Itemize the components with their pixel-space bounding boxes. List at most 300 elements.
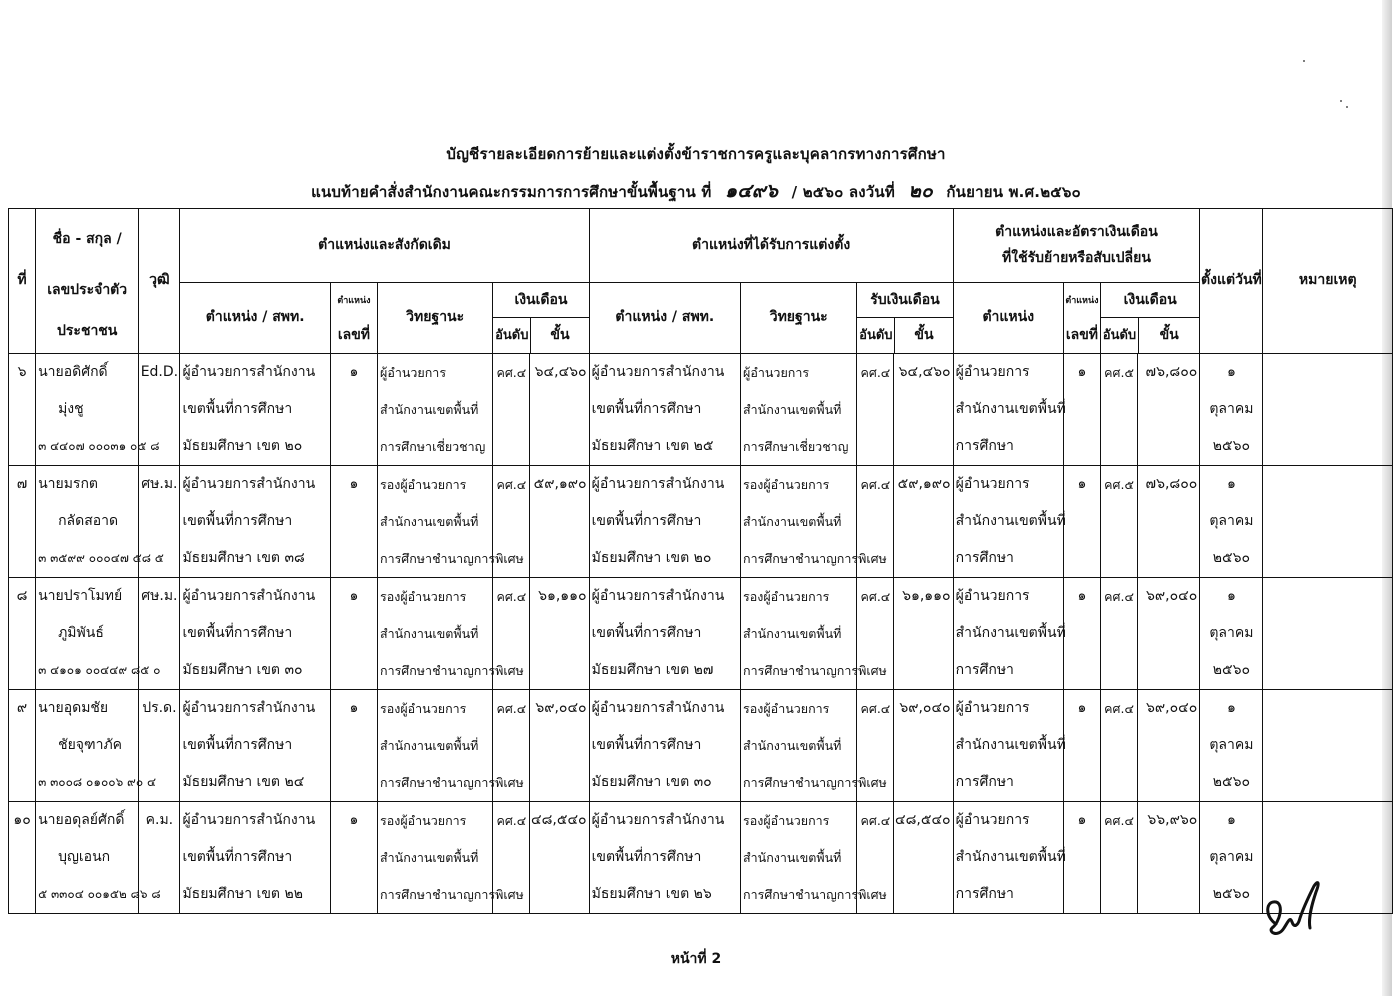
rate-rank: คศ.๕: [1104, 365, 1134, 380]
cell-no: [9, 690, 36, 802]
new-academic-line: การศึกษาเชี่ยวชาญ: [743, 439, 849, 454]
orig-salary: ๖๔,๔๖๐: [534, 364, 587, 380]
cell-new-rank-line: [857, 615, 893, 652]
person-name: นายอดิศักดิ์: [38, 364, 108, 380]
cell-rate-rank-line: [1101, 428, 1137, 465]
cell-remark-line: [1263, 690, 1392, 727]
cell-new-step: [894, 690, 953, 802]
cell-new-position: [589, 802, 740, 914]
cell-orig-step-line: [530, 652, 588, 689]
person-surname: กลัดสอาด: [58, 513, 119, 529]
rate-position-line: สำนักงานเขตพื้นที่: [955, 737, 1066, 753]
cell-new-step-line: [894, 428, 952, 465]
col-orig-academic: วิทยฐานะ: [378, 283, 493, 354]
new-position-line: เขตพื้นที่การศึกษา: [591, 737, 702, 753]
person-name: นายมรกต: [38, 476, 99, 492]
new-academic-line: สำนักงานเขตพื้นที่: [743, 626, 842, 641]
person-surname: ภูมิพันธ์: [58, 625, 104, 641]
cell-remark-line: [1263, 354, 1392, 391]
orig-position-line: มัธยมศึกษา เขต ๓๘: [182, 550, 305, 566]
cell-remark: [1263, 578, 1393, 690]
new-position-line: ผู้อำนวยการสำนักงาน: [591, 812, 725, 828]
orig-position-line: ผู้อำนวยการสำนักงาน: [182, 588, 316, 604]
cell-new-position: [589, 354, 740, 466]
new-academic-line: ผู้อำนวยการ: [743, 365, 810, 380]
cell-no: [9, 802, 36, 914]
date-day: ๒๐: [908, 180, 933, 202]
new-academic-line: สำนักงานเขตพื้นที่: [743, 402, 842, 417]
new-position-line: มัธยมศึกษา เขต ๒๕: [591, 438, 714, 454]
new-academic-line: รองผู้อำนวยการ: [743, 477, 830, 492]
cell-rate-rank-line: [1101, 540, 1137, 577]
orig-position-line: มัธยมศึกษา เขต ๒๒: [182, 886, 303, 902]
cell-new-step: [894, 466, 953, 578]
cell-no-line: [9, 876, 35, 913]
effective-date-line: ตุลาคม: [1209, 513, 1254, 529]
cell-name: [36, 690, 157, 802]
new-position-line: ผู้อำนวยการสำนักงาน: [591, 588, 725, 604]
cell-remark-line: [1263, 578, 1392, 615]
rate-position-line: ผู้อำนวยการ: [955, 588, 1030, 604]
col-orig-rank: อันดับ: [493, 318, 531, 353]
cell-orig-step-line: [530, 876, 588, 913]
col-rate-posno-top: ตำแหน่ง: [1065, 296, 1099, 306]
cell-degree-line: [139, 727, 179, 764]
cell-orig-posno-line: [331, 540, 377, 577]
cell-orig-posno-line: [331, 615, 377, 652]
new-academic-line: การศึกษาชำนาญการพิเศษ: [743, 663, 887, 678]
cell-new-position: [589, 578, 740, 690]
page-number: หน้าที่ 2: [670, 951, 722, 967]
effective-date-line: ๒๕๖๐: [1212, 438, 1251, 454]
new-position-line: มัธยมศึกษา เขต ๒๗: [591, 662, 714, 678]
row-number: ๑๐: [13, 812, 31, 828]
degree: ศษ.ม.: [141, 476, 178, 492]
orig-position-number: ๑: [349, 812, 359, 828]
cell-orig-step: [530, 354, 589, 466]
cell-new-position: [589, 690, 740, 802]
rate-position-line: ผู้อำนวยการ: [955, 476, 1030, 492]
new-rank: คศ.๔: [860, 701, 891, 716]
col-rate-salary: [1101, 283, 1200, 354]
effective-date-line: ๑: [1226, 588, 1236, 604]
orig-position-line: มัธยมศึกษา เขต ๒๔: [182, 774, 305, 790]
orig-academic-line: สำนักงานเขตพื้นที่: [380, 514, 479, 529]
col-rate-posno: [1063, 283, 1100, 354]
scan-speck: [1346, 106, 1348, 108]
cell-new-step: [894, 354, 953, 466]
citizen-id: ๕ ๓๓๐๔ ๐๐๑๕๒ ๘๖ ๘: [38, 887, 161, 901]
orig-salary: ๔๘,๕๔๐: [531, 812, 587, 828]
cell-remark-line: [1263, 802, 1392, 839]
cell-effective: [1200, 466, 1263, 578]
col-rate-rank: อันดับ: [1101, 318, 1139, 353]
rate-position-line: การศึกษา: [955, 774, 1014, 790]
cell-rate-step-line: [1138, 391, 1199, 428]
order-year: / ๒๕๖๐: [791, 183, 844, 201]
rate-rank: คศ.๕: [1104, 477, 1134, 492]
cell-no-line: [9, 428, 35, 465]
new-academic-line: สำนักงานเขตพื้นที่: [743, 738, 842, 753]
cell-remark-line: [1263, 503, 1392, 540]
group-rate: [953, 209, 1200, 283]
cell-orig-step-line: [530, 503, 588, 540]
cell-rate-rank: [1101, 578, 1138, 690]
rate-position-number: ๑: [1077, 364, 1087, 380]
col-orig-salary: [493, 283, 589, 354]
new-salary: ๕๙,๑๙๐: [897, 476, 951, 492]
transfer-table: [8, 208, 1393, 914]
orig-position-number: ๑: [349, 588, 359, 604]
cell-new-step-line: [894, 876, 952, 913]
document-subtitle: [0, 176, 1392, 206]
new-academic-line: การศึกษาชำนาญการพิเศษ: [743, 775, 887, 790]
cell-orig-position: [180, 354, 330, 466]
cell-orig-rank-line: [493, 428, 529, 465]
cell-remark: [1263, 466, 1393, 578]
rate-salary: ๗๖,๘๐๐: [1145, 476, 1198, 492]
cell-rate-posno-line: [1064, 764, 1100, 801]
cell-rate-position: [953, 802, 1066, 914]
effective-date-line: ๑: [1226, 476, 1236, 492]
cell-orig-posno-line: [331, 391, 377, 428]
orig-academic-line: สำนักงานเขตพื้นที่: [380, 402, 479, 417]
cell-remark-line: [1263, 764, 1392, 801]
cell-rate-step-line: [1138, 615, 1199, 652]
col-orig-posno: [330, 283, 377, 354]
degree: ค.ม.: [145, 812, 174, 828]
orig-position-line: เขตพื้นที่การศึกษา: [182, 737, 293, 753]
col-name-line3: ประชาชน: [57, 323, 118, 339]
cell-rate-posno: [1063, 466, 1100, 578]
group-original: ตำแหน่งและสังกัดเดิม: [180, 209, 589, 283]
group-rate-line1: ตำแหน่งและอัตราเงินเดือน: [995, 224, 1158, 240]
cell-orig-rank-line: [493, 727, 529, 764]
orig-position-line: ผู้อำนวยการสำนักงาน: [182, 476, 316, 492]
cell-orig-position: [180, 802, 330, 914]
orig-salary: ๖๙,๐๔๐: [535, 700, 587, 716]
cell-rate-posno-line: [1064, 540, 1100, 577]
person-name: นายอุดมชัย: [38, 700, 109, 716]
cell-no: [9, 466, 36, 578]
effective-date-line: ๑: [1226, 364, 1236, 380]
cell-rate-posno-line: [1064, 727, 1100, 764]
cell-remark-line: [1263, 652, 1392, 689]
cell-rate-step-line: [1138, 876, 1199, 913]
cell-rate-posno: [1063, 802, 1100, 914]
citizen-id: ๓ ๔๔๐๗ ๐๐๐๓๑ ๐๕ ๘: [38, 439, 160, 453]
table-row: [9, 690, 1393, 802]
col-orig-position: ตำแหน่ง / สพท.: [180, 283, 330, 354]
cell-no-line: [9, 839, 35, 876]
rate-position-line: การศึกษา: [955, 886, 1014, 902]
orig-academic-line: การศึกษาชำนาญการพิเศษ: [380, 887, 524, 902]
cell-rate-step: [1138, 354, 1200, 466]
cell-rate-rank-line: [1101, 764, 1137, 801]
cell-new-rank-line: [857, 503, 893, 540]
cell-new-step-line: [894, 727, 952, 764]
new-rank: คศ.๔: [860, 813, 891, 828]
cell-no-line: [9, 727, 35, 764]
cell-rate-posno: [1063, 354, 1100, 466]
orig-salary: ๖๑,๑๑๐: [538, 588, 587, 604]
date-label: ลงวันที่: [848, 183, 895, 201]
cell-rate-posno-line: [1064, 503, 1100, 540]
cell-orig-position: [180, 466, 330, 578]
new-position-line: มัธยมศึกษา เขต ๓๐: [591, 774, 712, 790]
cell-new-step: [894, 802, 953, 914]
cell-orig-posno-line: [331, 876, 377, 913]
cell-remark-line: [1263, 466, 1392, 503]
col-rate-posno-bottom: เลขที่: [1065, 327, 1099, 343]
cell-orig-rank-line: [493, 503, 529, 540]
cell-degree-line: [139, 391, 179, 428]
rate-position-line: การศึกษา: [955, 550, 1014, 566]
cell-rate-step-line: [1138, 727, 1199, 764]
cell-orig-step: [530, 690, 589, 802]
degree: Ed.D.: [140, 364, 179, 380]
col-remark: หมายเหตุ: [1263, 209, 1393, 354]
cell-orig-step: [530, 802, 589, 914]
new-academic-line: รองผู้อำนวยการ: [743, 589, 830, 604]
rate-position-line: สำนักงานเขตพื้นที่: [955, 625, 1066, 641]
cell-new-position: [589, 466, 740, 578]
cell-no-line: [9, 503, 35, 540]
date-month-year: กันยายน พ.ศ.๒๕๖๐: [946, 183, 1081, 201]
effective-date-line: ๒๕๖๐: [1212, 550, 1251, 566]
col-degree: วุฒิ: [139, 209, 180, 354]
rate-position-number: ๑: [1077, 812, 1087, 828]
col-orig-step: ขั้น: [550, 327, 570, 343]
rate-position-line: ผู้อำนวยการ: [955, 364, 1030, 380]
cell-no: [9, 578, 36, 690]
cell-rate-rank-line: [1101, 391, 1137, 428]
cell-rate-rank-line: [1101, 876, 1137, 913]
new-rank: คศ.๔: [860, 589, 891, 604]
orig-academic-line: รองผู้อำนวยการ: [380, 813, 467, 828]
new-rank: คศ.๔: [860, 365, 891, 380]
handwritten-initials: [1262, 872, 1328, 952]
cell-no-line: [9, 764, 35, 801]
cell-degree-line: [139, 615, 179, 652]
col-new-salary: [857, 283, 953, 354]
cell-new-academic: [741, 354, 857, 466]
rate-position-line: สำนักงานเขตพื้นที่: [955, 513, 1066, 529]
cell-rate-posno-line: [1064, 839, 1100, 876]
rate-rank: คศ.๔: [1104, 813, 1134, 828]
person-surname: มุ่งชู: [58, 401, 84, 417]
cell-new-step-line: [894, 540, 952, 577]
orig-rank: คศ.๔: [496, 477, 527, 492]
row-number: ๗: [16, 476, 28, 492]
col-rate-salary-label: เงินเดือน: [1101, 283, 1199, 318]
orig-position-line: เขตพื้นที่การศึกษา: [182, 849, 293, 865]
cell-effective: [1200, 802, 1263, 914]
orig-position-line: เขตพื้นที่การศึกษา: [182, 625, 293, 641]
orig-salary: ๕๙,๑๙๐: [533, 476, 587, 492]
cell-orig-posno-line: [331, 727, 377, 764]
col-effective: ตั้งแต่วันที่: [1200, 209, 1263, 354]
cell-rate-rank-line: [1101, 652, 1137, 689]
table-row: [9, 802, 1393, 914]
rate-position-line: การศึกษา: [955, 662, 1014, 678]
cell-rate-step-line: [1138, 652, 1199, 689]
orig-position-line: เขตพื้นที่การศึกษา: [182, 513, 293, 529]
rate-position-number: ๑: [1077, 476, 1087, 492]
cell-new-rank-line: [857, 839, 893, 876]
orig-rank: คศ.๔: [496, 701, 527, 716]
orig-position-line: ผู้อำนวยการสำนักงาน: [182, 700, 316, 716]
new-academic-line: สำนักงานเขตพื้นที่: [743, 850, 842, 865]
table-row: [9, 354, 1393, 466]
cell-no-line: [9, 652, 35, 689]
new-position-line: ผู้อำนวยการสำนักงาน: [591, 700, 725, 716]
col-new-rank: อันดับ: [857, 318, 895, 353]
cell-orig-step-line: [530, 540, 588, 577]
orig-position-line: ผู้อำนวยการสำนักงาน: [182, 364, 316, 380]
cell-new-step-line: [894, 391, 952, 428]
cell-orig-posno: [330, 690, 377, 802]
rate-salary: ๖๙,๐๔๐: [1146, 588, 1198, 604]
effective-date-line: ๒๕๖๐: [1212, 774, 1251, 790]
table-row: [9, 578, 1393, 690]
row-number: ๙: [16, 700, 28, 716]
new-position-line: มัธยมศึกษา เขต ๒๐: [591, 550, 712, 566]
cell-rate-position: [953, 354, 1066, 466]
new-academic-line: สำนักงานเขตพื้นที่: [743, 514, 842, 529]
effective-date-line: ตุลาคม: [1209, 737, 1254, 753]
degree: ศษ.ม.: [141, 588, 178, 604]
rate-position-number: ๑: [1077, 700, 1087, 716]
scan-speck: [1340, 100, 1342, 102]
cell-rate-step: [1138, 578, 1200, 690]
person-surname: ชัยจุฑาภัค: [58, 737, 123, 753]
cell-remark: [1263, 690, 1393, 802]
cell-no-line: [9, 615, 35, 652]
cell-orig-step-line: [530, 839, 588, 876]
cell-rate-position: [953, 690, 1066, 802]
cell-new-step-line: [894, 652, 952, 689]
rate-position-line: สำนักงานเขตพื้นที่: [955, 849, 1066, 865]
row-number: ๖: [17, 364, 27, 380]
new-position-line: ผู้อำนวยการสำนักงาน: [591, 364, 725, 380]
effective-date-line: ๑: [1226, 700, 1236, 716]
new-salary: ๖๙,๐๔๐: [899, 700, 951, 716]
rate-rank: คศ.๔: [1104, 701, 1134, 716]
new-position-line: เขตพื้นที่การศึกษา: [591, 401, 702, 417]
orig-academic-line: รองผู้อำนวยการ: [380, 701, 467, 716]
orig-rank: คศ.๔: [496, 365, 527, 380]
rate-salary: ๗๖,๘๐๐: [1145, 364, 1198, 380]
orig-position-line: เขตพื้นที่การศึกษา: [182, 401, 293, 417]
cell-remark-line: [1263, 428, 1392, 465]
new-academic-line: การศึกษาชำนาญการพิเศษ: [743, 887, 887, 902]
cell-rate-position: [953, 578, 1066, 690]
scan-speck: [1303, 60, 1305, 62]
cell-orig-step-line: [530, 764, 588, 801]
rate-position-line: ผู้อำนวยการ: [955, 700, 1030, 716]
new-position-line: เขตพื้นที่การศึกษา: [591, 849, 702, 865]
col-rate-position: ตำแหน่ง: [953, 283, 1063, 354]
cell-remark-line: [1263, 839, 1392, 876]
cell-rate-rank-line: [1101, 503, 1137, 540]
new-rank: คศ.๔: [860, 477, 891, 492]
orig-academic-line: การศึกษาชำนาญการพิเศษ: [380, 775, 524, 790]
orig-academic-line: รองผู้อำนวยการ: [380, 589, 467, 604]
cell-orig-posno: [330, 578, 377, 690]
col-orig-posno-top: ตำแหน่ง: [337, 296, 371, 306]
cell-orig-posno: [330, 466, 377, 578]
new-salary: ๖๑,๑๑๐: [902, 588, 951, 604]
cell-effective: [1200, 354, 1263, 466]
orig-academic-line: สำนักงานเขตพื้นที่: [380, 738, 479, 753]
orig-academic-line: การศึกษาชำนาญการพิเศษ: [380, 551, 524, 566]
cell-orig-posno-line: [331, 503, 377, 540]
cell-new-rank-line: [857, 391, 893, 428]
cell-new-step: [894, 578, 953, 690]
col-name: [36, 209, 139, 354]
table-body: [9, 354, 1393, 914]
rate-position-line: สำนักงานเขตพื้นที่: [955, 401, 1066, 417]
orig-rank: คศ.๔: [496, 813, 527, 828]
cell-remark-line: [1263, 727, 1392, 764]
new-salary: ๖๔,๔๖๐: [898, 364, 951, 380]
rate-position-line: การศึกษา: [955, 438, 1014, 454]
new-academic-line: รองผู้อำนวยการ: [743, 813, 830, 828]
cell-rate-posno-line: [1064, 391, 1100, 428]
cell-rate-rank-line: [1101, 615, 1137, 652]
cell-remark: [1263, 354, 1393, 466]
new-position-line: เขตพื้นที่การศึกษา: [591, 513, 702, 529]
rate-salary: ๖๖,๙๖๐: [1147, 812, 1198, 828]
cell-new-step-line: [894, 839, 952, 876]
cell-effective: [1200, 578, 1263, 690]
col-name-line2: เลขประจำตัว: [47, 282, 128, 298]
cell-rate-posno-line: [1064, 615, 1100, 652]
row-number: ๘: [16, 588, 28, 604]
cell-new-rank-line: [857, 727, 893, 764]
order-prefix: แนบท้ายคำสั่งสำนักงานคณะกรรมการการศึกษาขั้นพื้นฐาน ที่: [311, 183, 712, 201]
cell-orig-rank: [493, 354, 530, 466]
citizen-id: ๓ ๔๑๐๑ ๐๐๔๔๙ ๘๕ ๐: [38, 663, 161, 677]
col-new-position: ตำแหน่ง / สพท.: [589, 283, 740, 354]
cell-orig-rank-line: [493, 391, 529, 428]
cell-rate-rank: [1101, 690, 1138, 802]
rate-rank: คศ.๔: [1104, 589, 1134, 604]
cell-rate-rank-line: [1101, 727, 1137, 764]
orig-position-line: ผู้อำนวยการสำนักงาน: [182, 812, 316, 828]
col-new-academic: วิทยฐานะ: [741, 283, 857, 354]
cell-remark-line: [1263, 391, 1392, 428]
col-orig-salary-label: เงินเดือน: [493, 283, 588, 318]
orig-academic-line: การศึกษาเชี่ยวชาญ: [380, 439, 486, 454]
group-rate-line2: ที่ใช้รับย้ายหรือสับเปลี่ยน: [1002, 249, 1151, 266]
cell-orig-step: [530, 466, 589, 578]
cell-rate-step: [1138, 690, 1200, 802]
new-academic-line: การศึกษาชำนาญการพิเศษ: [743, 551, 887, 566]
cell-remark-line: [1263, 540, 1392, 577]
cell-rate-step-line: [1138, 839, 1199, 876]
cell-rate-step-line: [1138, 503, 1199, 540]
citizen-id: ๓ ๓๐๐๘ ๐๑๐๐๖ ๙๐ ๔: [38, 775, 157, 789]
cell-degree-line: [139, 503, 179, 540]
person-surname: บุญเอนก: [58, 849, 111, 865]
cell-orig-step-line: [530, 391, 588, 428]
new-academic-line: รองผู้อำนวยการ: [743, 701, 830, 716]
cell-rate-step-line: [1138, 764, 1199, 801]
new-salary: ๔๘,๕๔๐: [895, 812, 951, 828]
cell-rate-step: [1138, 802, 1200, 914]
